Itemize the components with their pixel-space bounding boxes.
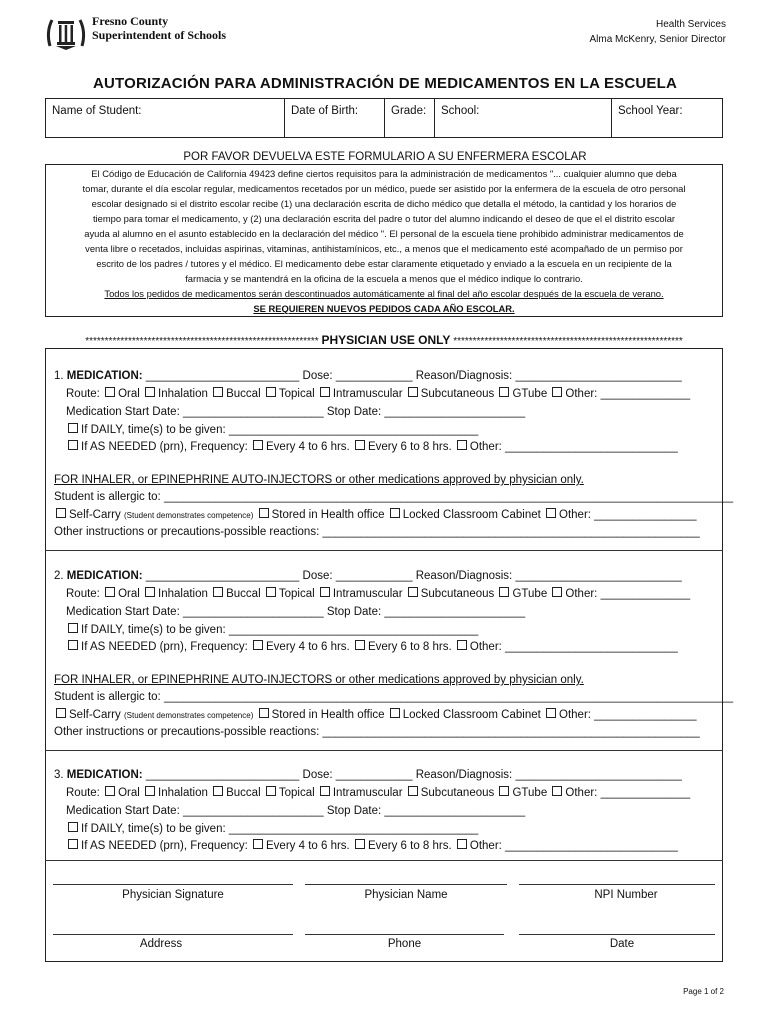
checkbox[interactable] [213, 387, 223, 397]
checkbox[interactable] [552, 387, 562, 397]
prn-row [66, 839, 678, 853]
route-intramuscular: Intramuscular [332, 388, 403, 400]
form-title: AUTORIZACIÓN PARA ADMINISTRACIÓN DE MEDICAMENTOS EN LA ESCUELA [92, 75, 678, 92]
checkbox[interactable] [105, 786, 115, 796]
checkbox[interactable] [56, 508, 66, 518]
physician-signature-label: Physician Signature [122, 889, 224, 901]
self-carry-row [54, 708, 697, 723]
checkbox[interactable] [105, 387, 115, 397]
physician-name-line[interactable] [305, 884, 507, 885]
storage-other: Other: ________________ [559, 709, 697, 721]
section-divider [45, 860, 723, 861]
checkbox[interactable] [552, 587, 562, 597]
every-6-8-hrs: Every 6 to 8 hrs. [367, 441, 452, 453]
checkbox[interactable] [105, 587, 115, 597]
org-name-line1: Fresno County [92, 14, 169, 28]
daily-label: If DAILY, time(s) to be given: _______________________________________ [81, 624, 479, 636]
daily-row [66, 623, 478, 637]
checkbox[interactable] [68, 623, 78, 633]
checkbox[interactable] [56, 708, 66, 718]
route-subcutaneous: Subcutaneous [420, 388, 495, 400]
checkbox[interactable] [266, 587, 276, 597]
checkbox[interactable] [499, 587, 509, 597]
reason-field: Reason/Diagnosis: __________________________ [415, 370, 682, 382]
other-instructions-row: Other instructions or precautions-possible reactions: ___________________________________________________________ [54, 726, 700, 738]
address-line[interactable] [53, 934, 293, 935]
address-label: Address [139, 938, 183, 950]
checkbox[interactable] [266, 786, 276, 796]
medication-name-field: ________________________ [145, 570, 300, 582]
checkbox[interactable] [457, 640, 467, 650]
route-label: Route: [66, 388, 100, 400]
grade-field[interactable]: Grade: [385, 99, 435, 137]
checkbox[interactable] [552, 786, 562, 796]
checkbox[interactable] [499, 387, 509, 397]
allergy-row: Student is allergic to: _________________________________________________________________________________________ [54, 491, 734, 503]
checkbox[interactable] [68, 423, 78, 433]
medication-label: MEDICATION: [66, 570, 143, 582]
route-oral: Oral [118, 588, 140, 600]
route-subcutaneous: Subcutaneous [420, 588, 495, 600]
checkbox[interactable] [145, 387, 155, 397]
route-gtube: GTube [512, 388, 548, 400]
npi-number-label: NPI Number [594, 889, 658, 901]
route-other: Other: ______________ [565, 787, 691, 799]
checkbox[interactable] [145, 587, 155, 597]
phone-label: Phone [387, 938, 422, 950]
department: Health Services [655, 19, 726, 30]
checkbox[interactable] [408, 587, 418, 597]
dose-field: Dose: ____________ [302, 370, 413, 382]
medication-number: 3. [54, 769, 64, 781]
date-line[interactable] [519, 934, 715, 935]
medication-row [54, 768, 682, 782]
prn-label: If AS NEEDED (prn), Frequency: [81, 641, 248, 653]
medication-row [54, 569, 682, 583]
prn-label: If AS NEEDED (prn), Frequency: [81, 840, 248, 852]
checkbox[interactable] [457, 440, 467, 450]
checkbox[interactable] [68, 440, 78, 450]
route-subcutaneous: Subcutaneous [420, 787, 495, 799]
checkbox[interactable] [408, 786, 418, 796]
checkbox[interactable] [68, 839, 78, 849]
checkbox[interactable] [68, 822, 78, 832]
route-other: Other: ______________ [565, 588, 691, 600]
npi-number-line[interactable] [519, 884, 715, 885]
medication-number: 2. [54, 570, 64, 582]
medication-name-field: ________________________ [145, 370, 300, 382]
route-topical: Topical [278, 588, 315, 600]
route-oral: Oral [118, 388, 140, 400]
phone-line[interactable] [305, 934, 504, 935]
daily-label: If DAILY, time(s) to be given: _______________________________________ [81, 424, 479, 436]
checkbox[interactable] [320, 387, 330, 397]
notice-new-orders-line: SE REQUIEREN NUEVOS PEDIDOS CADA AÑO ESCOLAR. [253, 303, 515, 314]
route-topical: Topical [278, 388, 315, 400]
school-logo [44, 12, 88, 52]
checkbox[interactable] [457, 839, 467, 849]
notice-line: escrito de los padres / tutores y el médico. El medicamento debe estar claramente etiquetado y enviado a la escuela en un recipiente de la [96, 258, 672, 269]
route-other: Other: ______________ [565, 388, 691, 400]
medication-name-field: ________________________ [145, 769, 300, 781]
competence-note: (Student demonstrates competence) [123, 711, 254, 720]
notice-line: venta libre o recetados, incluidas aspirinas, vitaminas, antihistamínicos, etc., a menos que el medicamento esté acompañado de un permiso por [85, 243, 683, 254]
stored-health-office: Stored in Health office [271, 709, 385, 721]
stored-health-office: Stored in Health office [271, 509, 385, 521]
route-intramuscular: Intramuscular [332, 787, 403, 799]
notice-line: escolar designado si el distrito escolar recibe (1) una declaración escrita de dicho médico que detalla el método, la cantidad y los horarios de [91, 198, 677, 209]
checkbox[interactable] [499, 786, 509, 796]
route-buccal: Buccal [226, 388, 261, 400]
daily-row [66, 423, 478, 437]
route-inhalation: Inhalation [158, 388, 208, 400]
notice-line: tomar, durante el día escolar regular, medicamentos recetados por un médico, puede ser asistido por la enfermera de la escuela de otro personal [82, 183, 686, 194]
checkbox[interactable] [259, 708, 269, 718]
legal-notice [45, 164, 723, 317]
checkbox[interactable] [546, 508, 556, 518]
self-carry-row [54, 508, 697, 523]
every-6-8-hrs: Every 6 to 8 hrs. [367, 641, 452, 653]
locked-cabinet: Locked Classroom Cabinet [402, 709, 541, 721]
dose-field: Dose: ____________ [302, 769, 413, 781]
notice-line: tiempo para tomar el medicamento, y (2) una declaración escrita del padre o tutor del alumno indicando el deseo de que el el distrito escolar [92, 213, 676, 224]
checkbox[interactable] [213, 587, 223, 597]
route-inhalation: Inhalation [158, 588, 208, 600]
route-gtube: GTube [512, 588, 548, 600]
checkbox[interactable] [320, 587, 330, 597]
checkbox[interactable] [355, 440, 365, 450]
route-row [66, 587, 690, 601]
dose-field: Dose: ____________ [302, 570, 413, 582]
start-stop-row: Medication Start Date: ______________________ Stop Date: ______________________ [66, 606, 526, 618]
checkbox[interactable] [390, 508, 400, 518]
student-name-field[interactable]: Name of Student: [46, 99, 285, 137]
student-info-table [45, 98, 723, 138]
notice-line: farmacia y se mantendrá en la oficina de la escuela a menos que el médico indique lo contrario. [185, 273, 583, 284]
start-stop-row: Medication Start Date: ______________________ Stop Date: ______________________ [66, 805, 526, 817]
medication-number: 1. [54, 370, 64, 382]
locked-cabinet: Locked Classroom Cabinet [402, 509, 541, 521]
start-stop-row: Medication Start Date: ______________________ Stop Date: ______________________ [66, 406, 526, 418]
return-instruction: POR FAVOR DEVUELVA ESTE FORMULARIO A SU ENFERMERA ESCOLAR [183, 151, 587, 163]
competence-note: (Student demonstrates competence) [123, 511, 254, 520]
notice-line: ayuda al alumno en el asunto establecido en la declaración del médico ". El personal de la escuela tiene prohibido administrar medicamentos de [84, 228, 684, 239]
storage-other: Other: ________________ [559, 509, 697, 521]
daily-row [66, 822, 478, 836]
page-number: Page 1 of 2 [683, 987, 724, 996]
checkbox[interactable] [355, 640, 365, 650]
checkbox[interactable] [253, 640, 263, 650]
section-divider [45, 550, 723, 551]
physician-use-only-divider: ************************************************************ PHYSICIAN USE ONLY *********************************************************** [85, 333, 683, 347]
checkbox[interactable] [213, 786, 223, 796]
physician-use-only-label: PHYSICIAN USE ONLY [321, 333, 451, 347]
other-instructions-row: Other instructions or precautions-possible reactions: ___________________________________________________________ [54, 526, 700, 538]
self-carry-label: Self-Carry [69, 509, 121, 521]
route-label: Route: [66, 787, 100, 799]
prn-other: Other: ___________________________ [469, 641, 678, 653]
date-label: Date [609, 938, 635, 950]
checkbox[interactable] [320, 786, 330, 796]
allergy-row: Student is allergic to: _________________________________________________________________________________________ [54, 691, 734, 703]
director: Alma McKenry, Senior Director [589, 34, 726, 45]
checkbox[interactable] [546, 708, 556, 718]
checkbox[interactable] [390, 708, 400, 718]
checkbox[interactable] [266, 387, 276, 397]
every-4-6-hrs: Every 4 to 6 hrs. [266, 641, 350, 653]
medication-label: MEDICATION: [66, 370, 143, 382]
prn-row [66, 440, 678, 454]
route-topical: Topical [278, 787, 315, 799]
daily-label: If DAILY, time(s) to be given: _______________________________________ [81, 823, 479, 835]
route-buccal: Buccal [226, 588, 261, 600]
physician-name-label: Physician Name [364, 889, 448, 901]
medication-label: MEDICATION: [66, 769, 143, 781]
notice-line: El Código de Educación de California 49423 define ciertos requisitos para la administración de medicamentos "... cualquier alumno que deba [91, 168, 677, 179]
prn-label: If AS NEEDED (prn), Frequency: [81, 441, 248, 453]
school-field[interactable]: School: [435, 99, 612, 137]
dob-field[interactable]: Date of Birth: [285, 99, 385, 137]
checkbox[interactable] [68, 640, 78, 650]
route-gtube: GTube [512, 787, 548, 799]
route-label: Route: [66, 588, 100, 600]
checkbox[interactable] [145, 786, 155, 796]
route-intramuscular: Intramuscular [332, 588, 403, 600]
medication-row [54, 369, 682, 383]
checkbox[interactable] [259, 508, 269, 518]
route-inhalation: Inhalation [158, 787, 208, 799]
route-oral: Oral [118, 787, 140, 799]
section-divider [45, 750, 723, 751]
prn-other: Other: ___________________________ [469, 840, 678, 852]
school-year-field[interactable]: School Year: [618, 105, 683, 117]
route-buccal: Buccal [226, 787, 261, 799]
reason-field: Reason/Diagnosis: __________________________ [415, 570, 682, 582]
route-row [66, 786, 690, 800]
every-6-8-hrs: Every 6 to 8 hrs. [367, 840, 452, 852]
every-4-6-hrs: Every 4 to 6 hrs. [266, 840, 350, 852]
org-name-line2: Superintendent of Schools [92, 28, 227, 42]
reason-field: Reason/Diagnosis: __________________________ [415, 769, 682, 781]
checkbox[interactable] [253, 440, 263, 450]
every-4-6-hrs: Every 4 to 6 hrs. [266, 441, 350, 453]
checkbox[interactable] [253, 839, 263, 849]
checkbox[interactable] [355, 839, 365, 849]
prn-other: Other: ___________________________ [469, 441, 678, 453]
inhaler-heading: FOR INHALER, or EPINEPHRINE AUTO-INJECTORS or other medications approved by physician only. [54, 474, 584, 486]
notice-discontinue-line: Todos los pedidos de medicamentos serán descontinuados automáticamente al final del año escolar después de la escuela de verano. [104, 288, 664, 299]
prn-row [66, 640, 678, 654]
self-carry-label: Self-Carry [69, 709, 121, 721]
route-row [66, 387, 690, 401]
checkbox[interactable] [408, 387, 418, 397]
inhaler-heading: FOR INHALER, or EPINEPHRINE AUTO-INJECTORS or other medications approved by physician only. [54, 674, 584, 686]
physician-signature-line[interactable] [53, 884, 293, 885]
